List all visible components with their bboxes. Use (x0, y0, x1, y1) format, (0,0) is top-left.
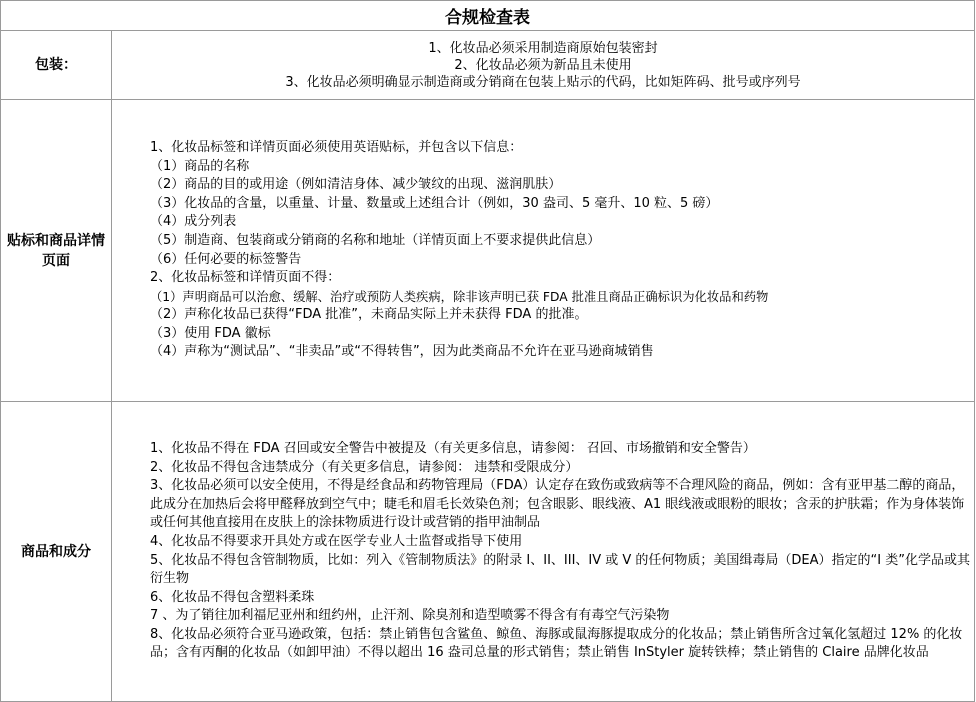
content-line: 3、化妆品必须明确显示制造商或分销商在包装上贴示的代码，比如矩阵码、批号或序列号 (285, 74, 801, 90)
content-line: （3）化妆品的含量，以重量、计量、数量或上述组合计（例如，30 盎司、5 毫升、10 粒、5 磅） (150, 195, 719, 211)
content-line: 1、化妆品必须采用制造商原始包装密封 (428, 40, 658, 56)
section-content (112, 31, 974, 99)
content-line: （3）使用 FDA 徽标 (150, 325, 271, 341)
section-packaging (0, 31, 975, 100)
content-line: 4、化妆品不得要求开具处方或在医学专业人士监督或指导下使用 (150, 533, 523, 549)
section-label: 贴标和商品详情页面 (1, 100, 112, 401)
page-title: 合规检查表 (0, 0, 975, 31)
content-line: （2）商品的目的或用途（例如清洁身体、减少皱纹的出现、滋润肌肤） (150, 177, 562, 193)
content-line: 1、化妆品不得在 FDA 召回或安全警告中被提及（有关更多信息，请参阅： 召回、市场撤销和安全警告） (150, 440, 756, 456)
content-line: 2、化妆品标签和详情页面不得： (150, 270, 341, 286)
content-line: （5）制造商、包装商或分销商的名称和地址（详情页面上不要求提供此信息） (150, 232, 601, 248)
content-line: 2、化妆品不得包含违禁成分（有关更多信息，请参阅： 违禁和受限成分） (150, 459, 579, 475)
content-line: （4）声称为“测试品”、“非卖品”或“不得转售”，因为此类商品不允许在亚马逊商城销售 (150, 344, 654, 360)
content-line: （6）任何必要的标签警告 (150, 251, 302, 267)
content-line: （1）商品的名称 (150, 158, 250, 174)
content-line: 3、化妆品必须可以安全使用，不得是经食品和药物管理局（FDA）认定存在致伤或致病等不合理风险的商品，例如：含有亚甲基二醇的商品，此成分在加热后会将甲醛释放到空气中；睫毛和眉毛长效染色剂；包含眼影、眼线液、A1 眼线液或眼粉的眼妆；含汞的护肤霜；作为身体装饰或任何其他直接用在皮肤上的涂抹物质进行设计或营销的指甲油制品 (150, 478, 965, 531)
content-line: （2）声称化妆品已获得“FDA 批准”，未商品实际上并未获得 FDA 的批准。 (150, 307, 588, 323)
section-products-ingredients (0, 402, 975, 702)
content-line: 8、化妆品必须符合亚马逊政策，包括：禁止销售包含鲨鱼、鲸鱼、海豚或鼠海豚提取成分的化妆品；禁止销售所含过氧化氢超过 12% 的化妆品；含有丙酮的化妆品（如卸甲油）不得以超出 16 盎司总量的形式销售；禁止销售 InStyler 旋转铁棒；禁止销售的 Claire 品牌化妆品 (150, 626, 963, 661)
content-line: 1、化妆品标签和详情页面必须使用英语贴标，并包含以下信息： (150, 139, 523, 155)
section-content (112, 100, 974, 401)
content-line: 5、化妆品不得包含管制物质，比如：列入《管制物质法》的附录 I、II、III、IV 或 V 的任何物质；美国缉毒局（DEA）指定的“I 类”化学品或其衍生物 (150, 552, 970, 587)
content-line: 6、化妆品不得包含塑料柔珠 (150, 589, 315, 605)
section-label: 包装： (1, 31, 112, 99)
section-label: 商品和成分 (1, 402, 112, 701)
content-line: （1）声明商品可以治愈、缓解、治疗或预防人类疾病，除非该声明已获 FDA 批准且商品正确标识为化妆品和药物 (150, 289, 769, 304)
content-line: （4）成分列表 (150, 214, 237, 230)
section-labeling (0, 100, 975, 402)
content-line: 2、化妆品必须为新品且未使用 (454, 57, 632, 73)
content-line: 7 、为了销往加利福尼亚州和纽约州，止汗剂、除臭剂和造型喷雾不得含有有毒空气污染物 (150, 608, 670, 624)
section-content (112, 402, 974, 701)
